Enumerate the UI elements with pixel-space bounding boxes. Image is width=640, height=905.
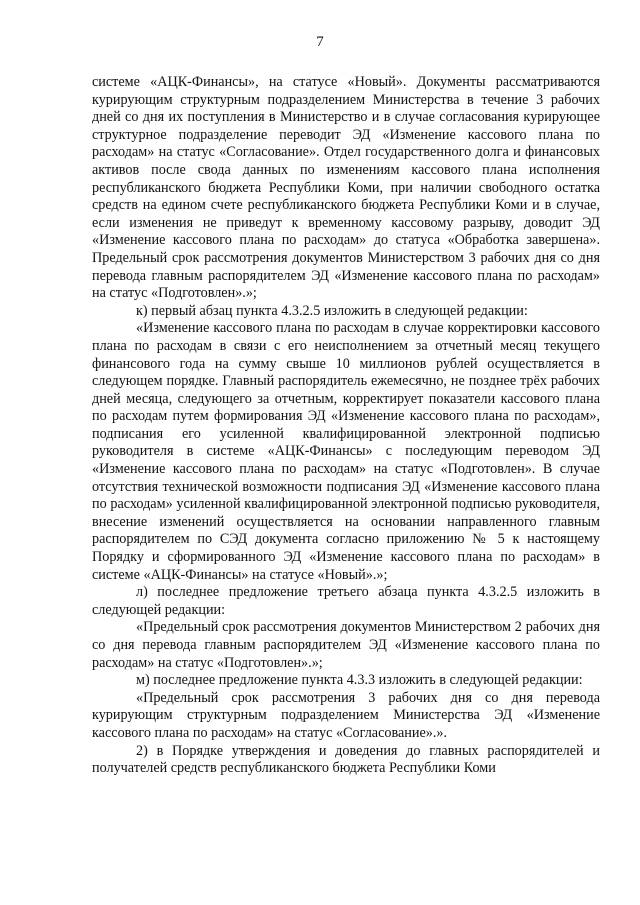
paragraph-item-m-text: «Предельный срок рассмотрения 3 рабочих дня со дня перевода курирующим структурным подразделением Министерства ЭД «Изменение кассового плана по расходам» на статус «Согласование».». — [92, 689, 600, 741]
paragraph-item-l-text: «Предельный срок рассмотрения документов Министерством 2 рабочих дня со дня перевода главным распорядителем ЭД «Изменение кассового плана по расходам» на статус «Подготовлен».»; — [92, 619, 600, 671]
paragraph-item-2: 2) в Порядке утверждения и доведения до главных распорядителей и получателей средств республиканского бюджета Республики Коми — [92, 742, 600, 777]
paragraph-item-k-text: «Изменение кассового плана по расходам в случае корректировки кассового плана по расходам в связи с его неисполнением за отчетный месяц текущего финансового года на сумму свыше 10 миллионов рублей осуществляется в следующем порядке. Главный распорядитель ежемесячно, не позднее трёх рабочих дней месяца, следующего за отчетным, корректирует показатели кассового плана по расходам путем формирования ЭД «Изменение кассового плана по расходам», подписания его усиленной квалифицированной электронной подписью руководителя в системе «АЦК-Финансы» с последующим переводом ЭД «Изменение кассового плана по расходам» на статус «Подготовлен». В случае отсутствия технической возможности подписания ЭД «Изменение кассового плана по расходам» усиленной квалифицированной электронной подписью руководителя, внесение изменений осуществляется на основании направленного главным распорядителем по СЭД документа согласно приложению № 5 к настоящему Порядку и сформированного ЭД «Изменение кассового плана по расходам» в системе «АЦК-Финансы» на статусе «Новый».»; — [92, 320, 600, 583]
paragraph-continuation: системе «АЦК-Финансы», на статусе «Новый». Документы рассматриваются курирующим структурным подразделением Министерства в течение 3 рабочих дней со дня их поступления в Министерство и в случае согласования курирующее структурное подразделение переводит ЭД «Изменение кассового плана по расходам» на статус «Согласование». Отдел государственного долга и финансовых активов после свода данных по изменениям кассового плана исполнения республиканского бюджета Республики Коми, при наличии свободного остатка средств на едином счете республиканского бюджета Республики Коми и в случае, если изменения не приведут к временному кассовому разрыву, доводит ЭД «Изменение кассового плана по расходам» до статуса «Обработка завершена». Предельный срок рассмотрения документов Министерством 3 рабочих дня со дня перевода главным распорядителем ЭД «Изменение кассового плана по расходам» на статус «Подготовлен».»; — [92, 74, 600, 302]
paragraph-item-l: л) последнее предложение третьего абзаца пункта 4.3.2.5 изложить в следующей редакции: — [92, 584, 600, 618]
page-number: 7 — [316, 34, 324, 50]
paragraph-item-k: к) первый абзац пункта 4.3.2.5 изложить в следующей редакции: — [136, 302, 528, 319]
document-body — [92, 74, 600, 778]
paragraph-item-m: м) последнее предложение пункта 4.3.3 изложить в следующей редакции: — [136, 672, 583, 689]
